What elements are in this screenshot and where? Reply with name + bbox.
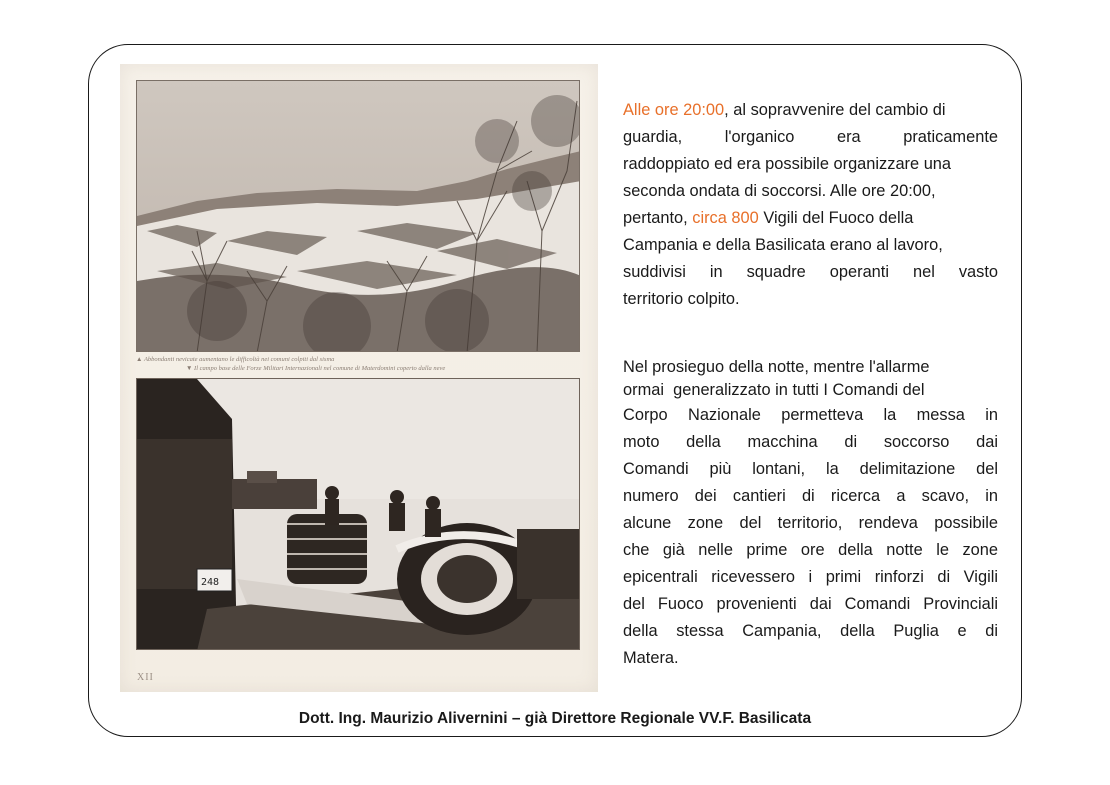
text-fragment: epicentrali ricevessero i primi rinforzi di Vigili <box>623 568 998 586</box>
text-fragment: alcune zone del territorio, rendeva possibile <box>623 514 998 532</box>
text-fragment: pertanto, <box>623 209 693 227</box>
text-line <box>623 456 998 483</box>
svg-text:248: 248 <box>201 577 220 588</box>
text-line <box>623 379 998 402</box>
text-word: nel <box>912 263 935 281</box>
text-line <box>623 564 998 591</box>
text-line <box>623 618 998 645</box>
text-line <box>623 286 998 313</box>
text-fragment: Comandi più lontani, la delimitazione del <box>623 460 998 478</box>
text-line <box>623 483 998 510</box>
text-line <box>623 429 998 456</box>
photo-snowy-trucks <box>136 378 580 650</box>
text-fragment: della stessa Campania, della Puglia e di <box>623 622 998 640</box>
text-word: era <box>836 128 861 146</box>
text-line <box>623 356 998 379</box>
photo-snowy-landscape <box>136 80 580 352</box>
text-fragment: moto della macchina di soccorso dai <box>623 433 998 451</box>
text-fragment: che già nelle prime ore della notte le zone <box>623 541 998 559</box>
text-word: suddivisi <box>623 263 686 281</box>
highlight-time: Alle ore 20:00 <box>623 101 725 119</box>
paragraph-2 <box>623 356 998 672</box>
text-fragment: territorio colpito. <box>623 290 740 308</box>
text-line <box>623 151 998 178</box>
text-line <box>623 124 998 151</box>
text-fragment: , al sopravvenire del cambio di <box>724 101 946 119</box>
text-word: vasto <box>958 263 998 281</box>
text-line <box>623 510 998 537</box>
highlight-count: circa 800 <box>692 209 759 227</box>
text-fragment: del Fuoco provenienti dai Comandi Provinciali <box>623 595 998 613</box>
text-fragment: seconda ondata di soccorsi. Alle ore 20:00, <box>623 182 936 200</box>
text-line <box>623 259 998 286</box>
text-word: praticamente <box>903 128 998 146</box>
text-word: guardia, <box>623 128 683 146</box>
text-line <box>623 97 998 124</box>
text-fragment: Nel prosieguo della notte, mentre l'allarme <box>623 358 930 376</box>
text-line <box>623 591 998 618</box>
text-fragment: ormai generalizzato in tutti I Comandi del <box>623 381 925 399</box>
text-fragment: raddoppiato ed era possibile organizzare una <box>623 155 952 173</box>
text-line <box>623 537 998 564</box>
text-word: operanti <box>829 263 889 281</box>
text-line <box>623 205 998 232</box>
text-fragment: Campania e della Basilicata erano al lavoro, <box>623 236 943 254</box>
paragraph-1 <box>623 97 998 313</box>
caption-bottom: ▼ Il campo base delle Forze Militari Internazionali nel comune di Materdomini coperto dalla neve <box>186 365 446 372</box>
text-fragment: numero dei cantieri di ricerca a scavo, in <box>623 487 998 505</box>
text-line <box>623 402 998 429</box>
text-fragment: Vigili del Fuoco della <box>758 209 914 227</box>
caption-top: ▲ Abbondanti nevicate aumentano le difficoltà nei comuni colpiti dal sisma <box>136 356 335 363</box>
text-line <box>623 232 998 259</box>
page-mark: XII <box>137 672 154 683</box>
text-word: squadre <box>746 263 806 281</box>
text-fragment: Corpo Nazionale permetteva la messa in <box>623 406 998 424</box>
footer-author: Dott. Ing. Maurizio Alivernini – già Direttore Regionale VV.F. Basilicata <box>298 710 812 727</box>
text-word: in <box>709 263 723 281</box>
text-line <box>623 178 998 205</box>
text-line <box>623 645 998 672</box>
text-fragment: Matera. <box>623 649 679 667</box>
text-word: l'organico <box>724 128 795 146</box>
